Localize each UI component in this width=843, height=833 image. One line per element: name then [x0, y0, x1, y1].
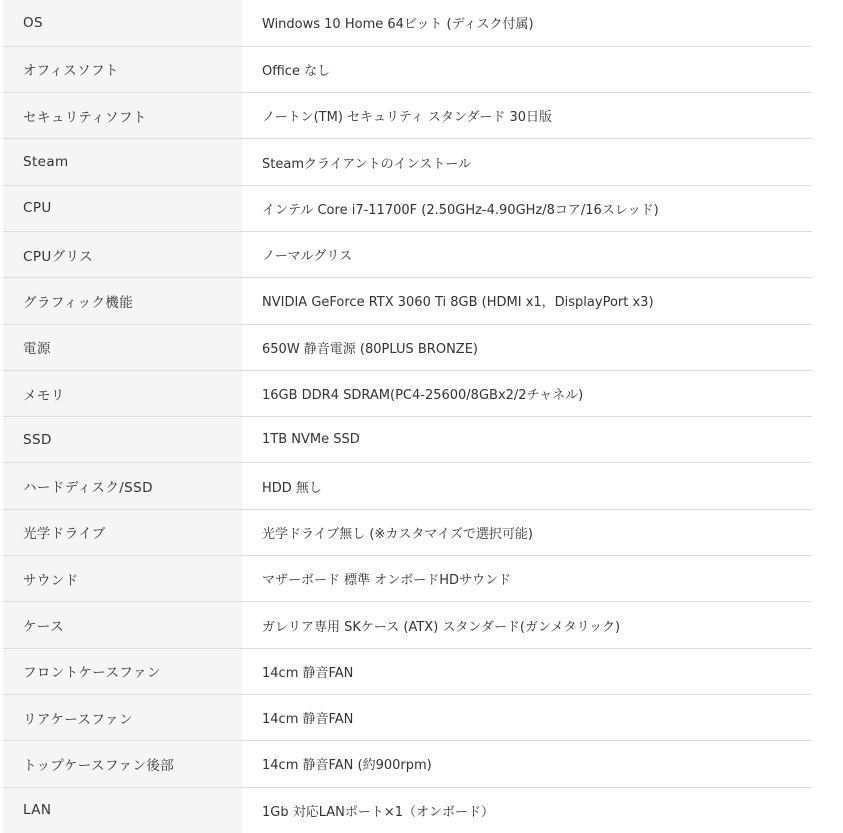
spec-value: インテル Core i7-11700F (2.50GHz-4.90GHz/8コア/16スレッド): [262, 202, 659, 218]
spec-value: マザーボード 標準 オンボードHDサウンド: [262, 573, 512, 589]
spec-value: 1Gb 対応LANポート×1（オンボード）: [262, 804, 495, 820]
spec-label: 電源: [3, 324, 242, 370]
spec-value: ノートン(TM) セキュリティ スタンダード 30日版: [262, 110, 553, 126]
spec-row: [3, 463, 812, 509]
spec-label: オフィスソフト: [3, 46, 242, 92]
spec-value: 光学ドライブ無し (※カスタマイズで選択可能): [262, 526, 533, 542]
spec-row: [3, 185, 812, 231]
spec-value: 14cm 静音FAN (約900rpm): [262, 758, 432, 774]
spec-value: 14cm 静音FAN: [262, 712, 354, 728]
spec-row: [3, 46, 812, 92]
spec-row: [3, 556, 812, 602]
spec-label: グラフィック機能: [3, 278, 242, 324]
spec-row: [3, 0, 812, 46]
spec-row: [3, 324, 812, 370]
spec-row: [3, 509, 812, 555]
spec-label: SSD: [3, 417, 242, 463]
spec-value: NVIDIA GeForce RTX 3060 Ti 8GB (HDMI x1，DisplayPort x3): [262, 295, 654, 311]
spec-row: [3, 787, 812, 833]
spec-value: Steamクライアントのインストール: [262, 156, 472, 172]
spec-label: ケース: [3, 602, 242, 648]
spec-row: [3, 694, 812, 740]
spec-row: [3, 417, 812, 463]
spec-row: [3, 648, 812, 694]
spec-value: HDD 無し: [262, 480, 322, 496]
spec-row: [3, 602, 812, 648]
spec-label: CPU: [3, 185, 242, 231]
spec-row: [3, 139, 812, 185]
spec-row: [3, 370, 812, 416]
spec-value: Windows 10 Home 64ビット (ディスク付属): [262, 17, 534, 33]
spec-value: ガレリア専用 SKケース (ATX) スタンダード(ガンメタリック): [262, 619, 621, 635]
spec-row: [3, 741, 812, 787]
spec-label: フロントケースファン: [3, 648, 242, 694]
spec-row: [3, 93, 812, 139]
spec-value: 1TB NVMe SSD: [262, 432, 360, 448]
spec-value: 16GB DDR4 SDRAM(PC4-25600/8GBx2/2チャネル): [262, 388, 584, 404]
spec-value: Office なし: [262, 63, 331, 79]
spec-table: [3, 0, 812, 833]
spec-label: CPUグリス: [3, 231, 242, 277]
spec-value: 14cm 静音FAN: [262, 665, 354, 681]
spec-label: LAN: [3, 787, 242, 833]
spec-label: サウンド: [3, 556, 242, 602]
spec-label: セキュリティソフト: [3, 93, 242, 139]
spec-label: トップケースファン後部: [3, 741, 242, 787]
spec-label: リアケースファン: [3, 694, 242, 740]
spec-label: Steam: [3, 139, 242, 185]
spec-table-body: [3, 0, 812, 833]
spec-value: ノーマルグリス: [262, 249, 353, 265]
spec-label: メモリ: [3, 370, 242, 416]
spec-row: [3, 231, 812, 277]
spec-label: ハードディスク/SSD: [3, 463, 242, 509]
spec-label: 光学ドライブ: [3, 509, 242, 555]
spec-row: [3, 278, 812, 324]
spec-value: 650W 静音電源 (80PLUS BRONZE): [262, 341, 478, 357]
spec-label: OS: [3, 0, 242, 46]
